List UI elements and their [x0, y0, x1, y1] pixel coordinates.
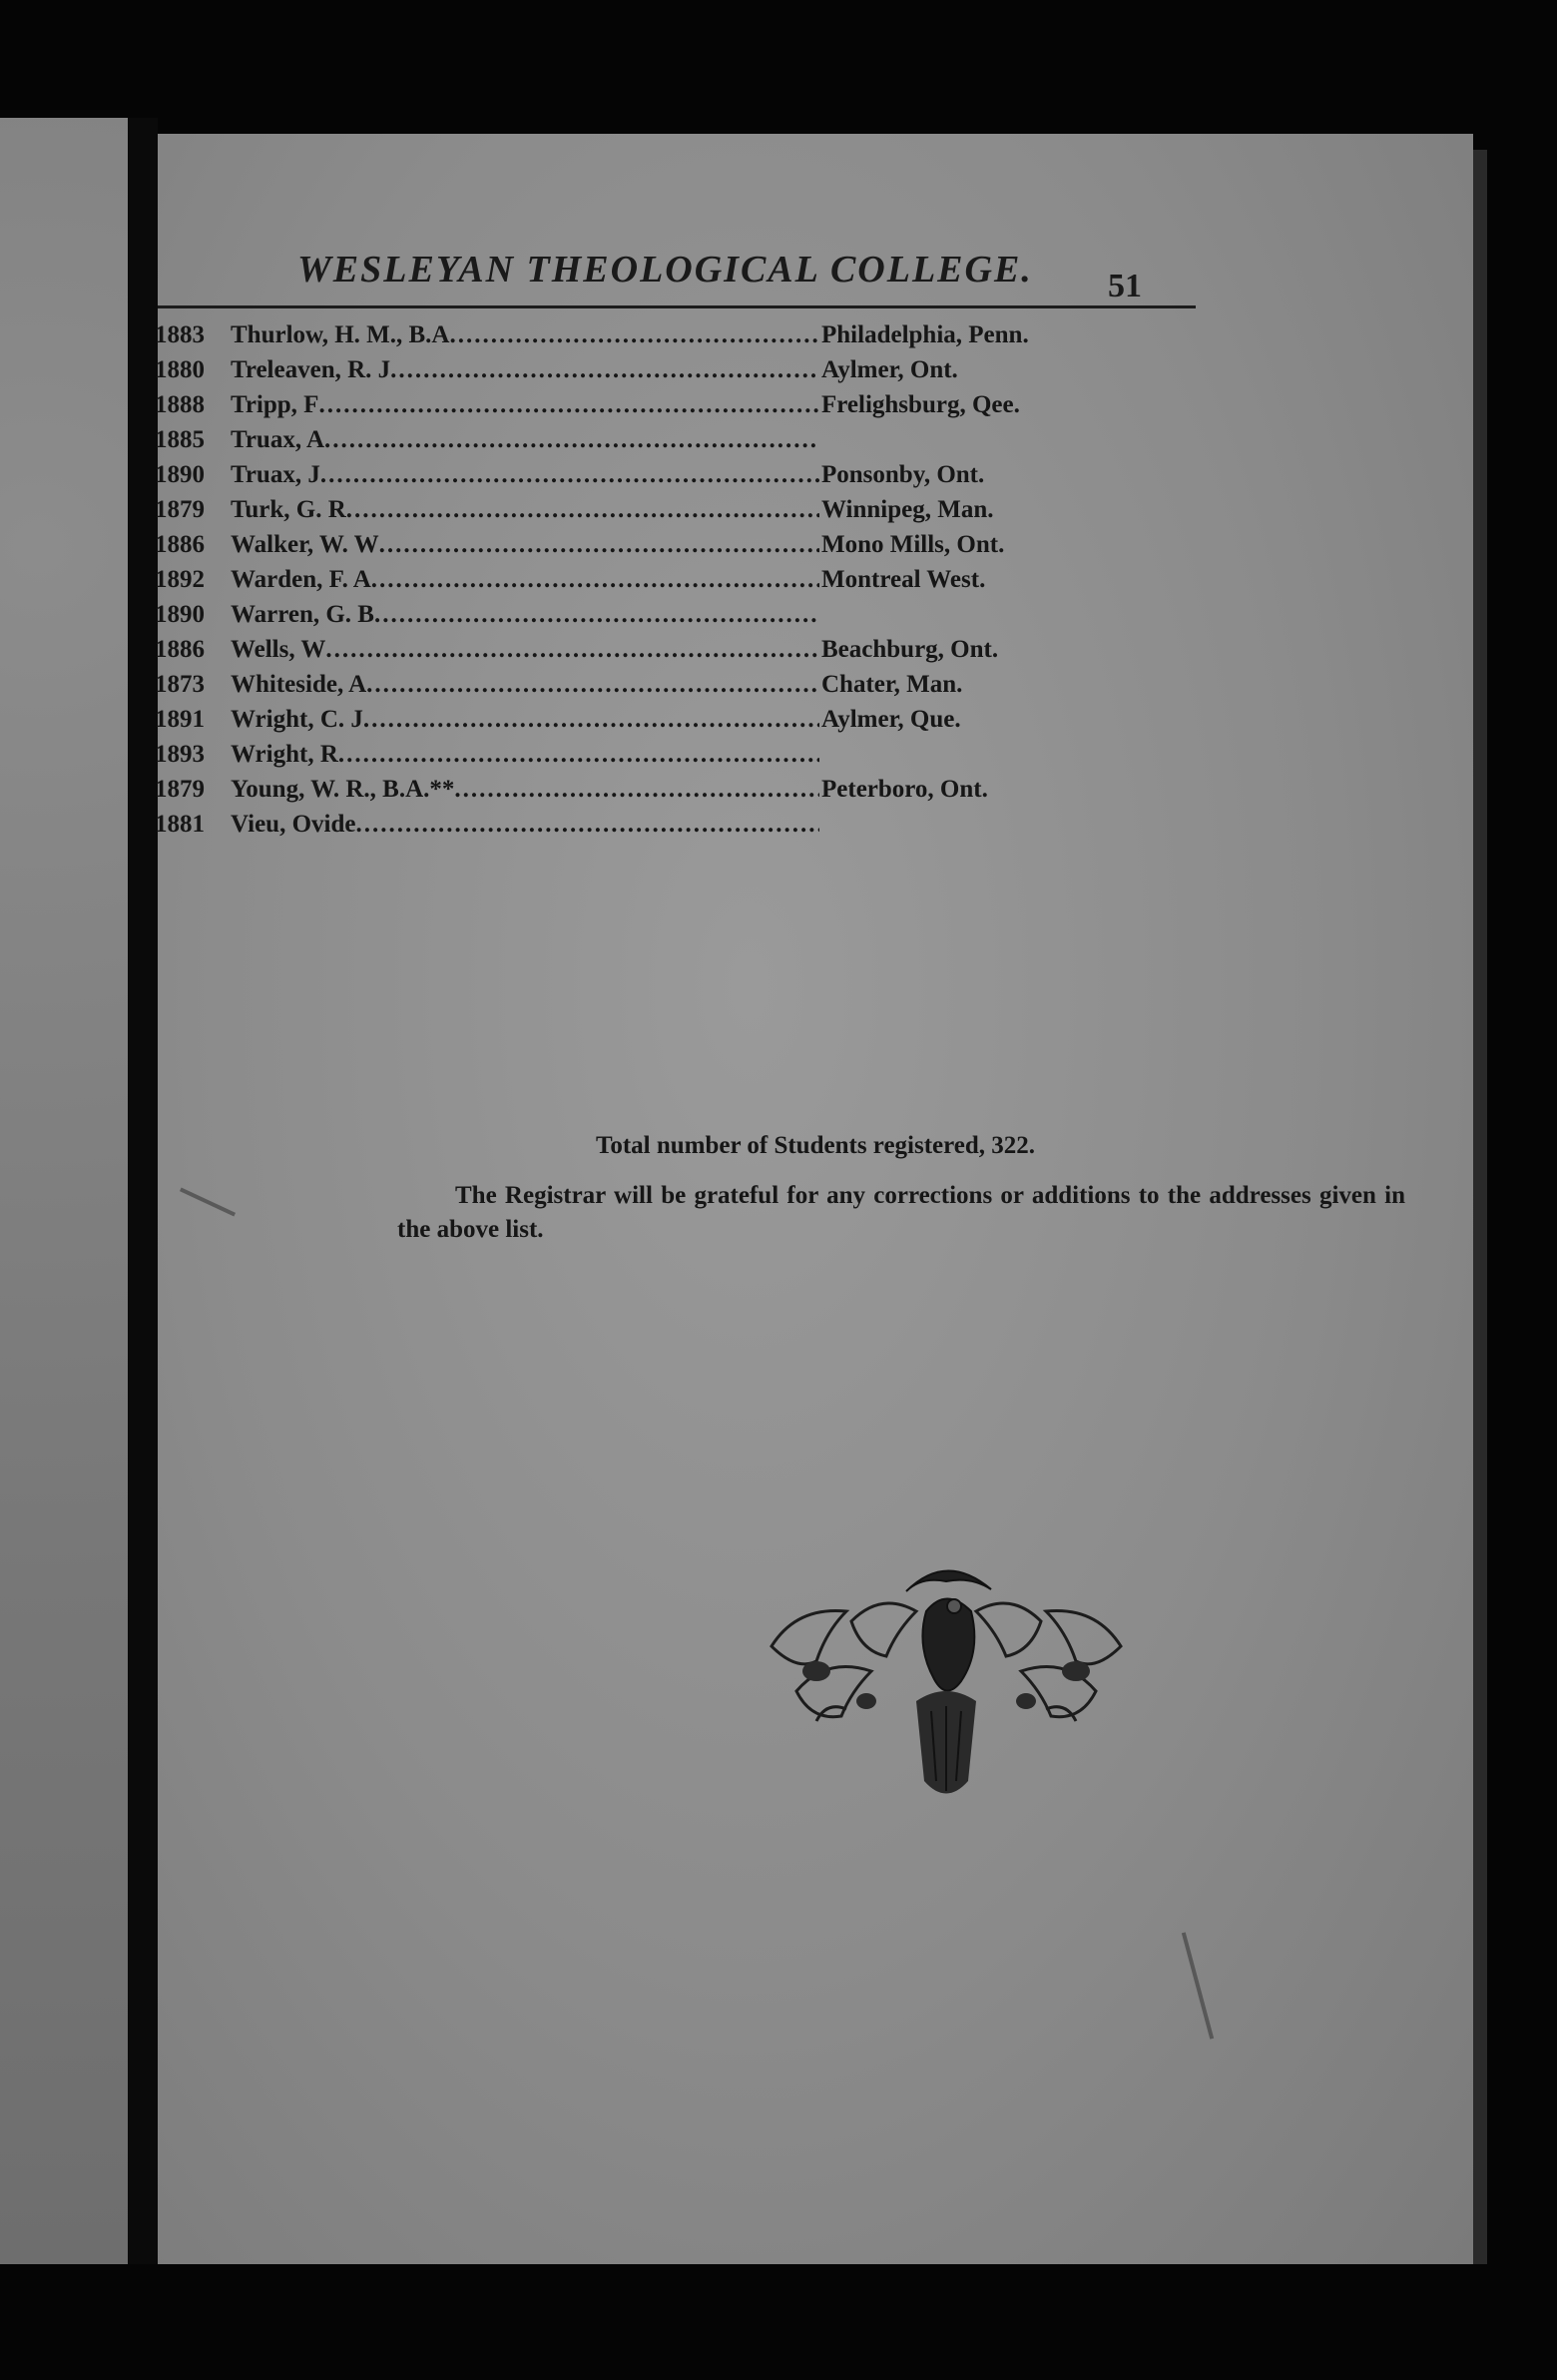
entry-year: 1879 — [155, 776, 205, 803]
entry-name: Young, W. R., B.A.** — [231, 776, 455, 803]
header-rule — [158, 305, 1196, 308]
entry-name: Warren, G. B — [231, 601, 374, 628]
list-item — [155, 706, 1332, 741]
entry-year: 1892 — [155, 566, 205, 593]
page-smudge — [1182, 1932, 1214, 2039]
leader-dots — [366, 671, 819, 699]
list-item — [155, 321, 1332, 356]
list-item — [155, 776, 1332, 811]
leader-dots — [355, 811, 819, 839]
leader-dots — [324, 426, 819, 454]
page-number: 51 — [1108, 268, 1142, 304]
entry-year: 1880 — [155, 356, 205, 383]
list-item — [155, 671, 1332, 706]
list-item — [155, 461, 1332, 496]
entry-place: Philadelphia, Penn. — [821, 321, 1029, 348]
leader-dots — [346, 496, 819, 524]
entry-year: 1893 — [155, 741, 205, 768]
entry-year: 1890 — [155, 461, 205, 488]
list-item — [155, 601, 1332, 636]
entry-place: Mono Mills, Ont. — [821, 531, 1005, 558]
entry-name: Treleaven, R. J — [231, 356, 391, 383]
floral-bird-ornament — [757, 1551, 1136, 1811]
entry-year: 1883 — [155, 321, 205, 348]
student-list — [155, 321, 1332, 846]
leader-dots — [318, 391, 819, 419]
facing-page-edge — [0, 118, 128, 2264]
book-gutter — [128, 118, 158, 2264]
entry-year: 1890 — [155, 601, 205, 628]
list-item — [155, 531, 1332, 566]
list-item — [155, 811, 1332, 846]
leader-dots — [449, 321, 819, 349]
leader-dots — [374, 601, 819, 629]
entry-year: 1873 — [155, 671, 205, 698]
entry-name: Truax, J — [231, 461, 320, 488]
entry-place: Peterboro, Ont. — [821, 776, 988, 803]
entry-name: Walker, W. W — [231, 531, 379, 558]
leader-dots — [454, 776, 819, 804]
entry-year: 1888 — [155, 391, 205, 418]
leader-dots — [320, 461, 819, 489]
list-item — [155, 741, 1332, 776]
registrar-note: The Registrar will be grateful for any corrections or additions to the addresses given in the above list. — [397, 1182, 1405, 1243]
running-title: WESLEYAN THEOLOGICAL COLLEGE. — [297, 249, 1033, 291]
entry-place: Aylmer, Ont. — [821, 356, 958, 383]
list-item — [155, 391, 1332, 426]
entry-name: Truax, A — [231, 426, 324, 453]
entry-name: Turk, G. R — [231, 496, 346, 523]
entry-name: Wright, C. J — [231, 706, 363, 733]
leader-dots — [363, 706, 819, 734]
page-smudge — [180, 1188, 236, 1217]
entry-place: Winnipeg, Man. — [821, 496, 994, 523]
entry-year: 1886 — [155, 636, 205, 663]
list-item — [155, 566, 1332, 601]
leader-dots — [338, 741, 819, 769]
list-item — [155, 496, 1332, 531]
entry-name: Wright, R — [231, 741, 338, 768]
entry-year: 1879 — [155, 496, 205, 523]
entry-name: Wells, W — [231, 636, 326, 663]
entry-year: 1885 — [155, 426, 205, 453]
list-item — [155, 426, 1332, 461]
leader-dots — [325, 636, 819, 664]
entry-place: Aylmer, Que. — [821, 706, 961, 733]
leader-dots — [390, 356, 819, 384]
list-item — [155, 636, 1332, 671]
page-shadow-edge — [1473, 150, 1487, 2264]
entry-place: Beachburg, Ont. — [821, 636, 999, 663]
entry-place: Montreal West. — [821, 566, 986, 593]
leader-dots — [379, 531, 819, 559]
entry-name: Warden, F. A — [231, 566, 371, 593]
leader-dots — [371, 566, 819, 594]
entry-year: 1881 — [155, 811, 205, 838]
entry-year: 1886 — [155, 531, 205, 558]
total-students-line: Total number of Students registered, 322. — [595, 1132, 1036, 1159]
entry-year: 1891 — [155, 706, 205, 733]
entry-name: Thurlow, H. M., B.A — [231, 321, 450, 348]
entry-place: Frelighsburg, Qee. — [821, 391, 1020, 418]
entry-place: Chater, Man. — [821, 671, 963, 698]
entry-name: Vieu, Ovide — [231, 811, 356, 838]
entry-name: Whiteside, A — [231, 671, 367, 698]
entry-name: Tripp, F — [231, 391, 319, 418]
entry-place: Ponsonby, Ont. — [821, 461, 985, 488]
list-item — [155, 356, 1332, 391]
